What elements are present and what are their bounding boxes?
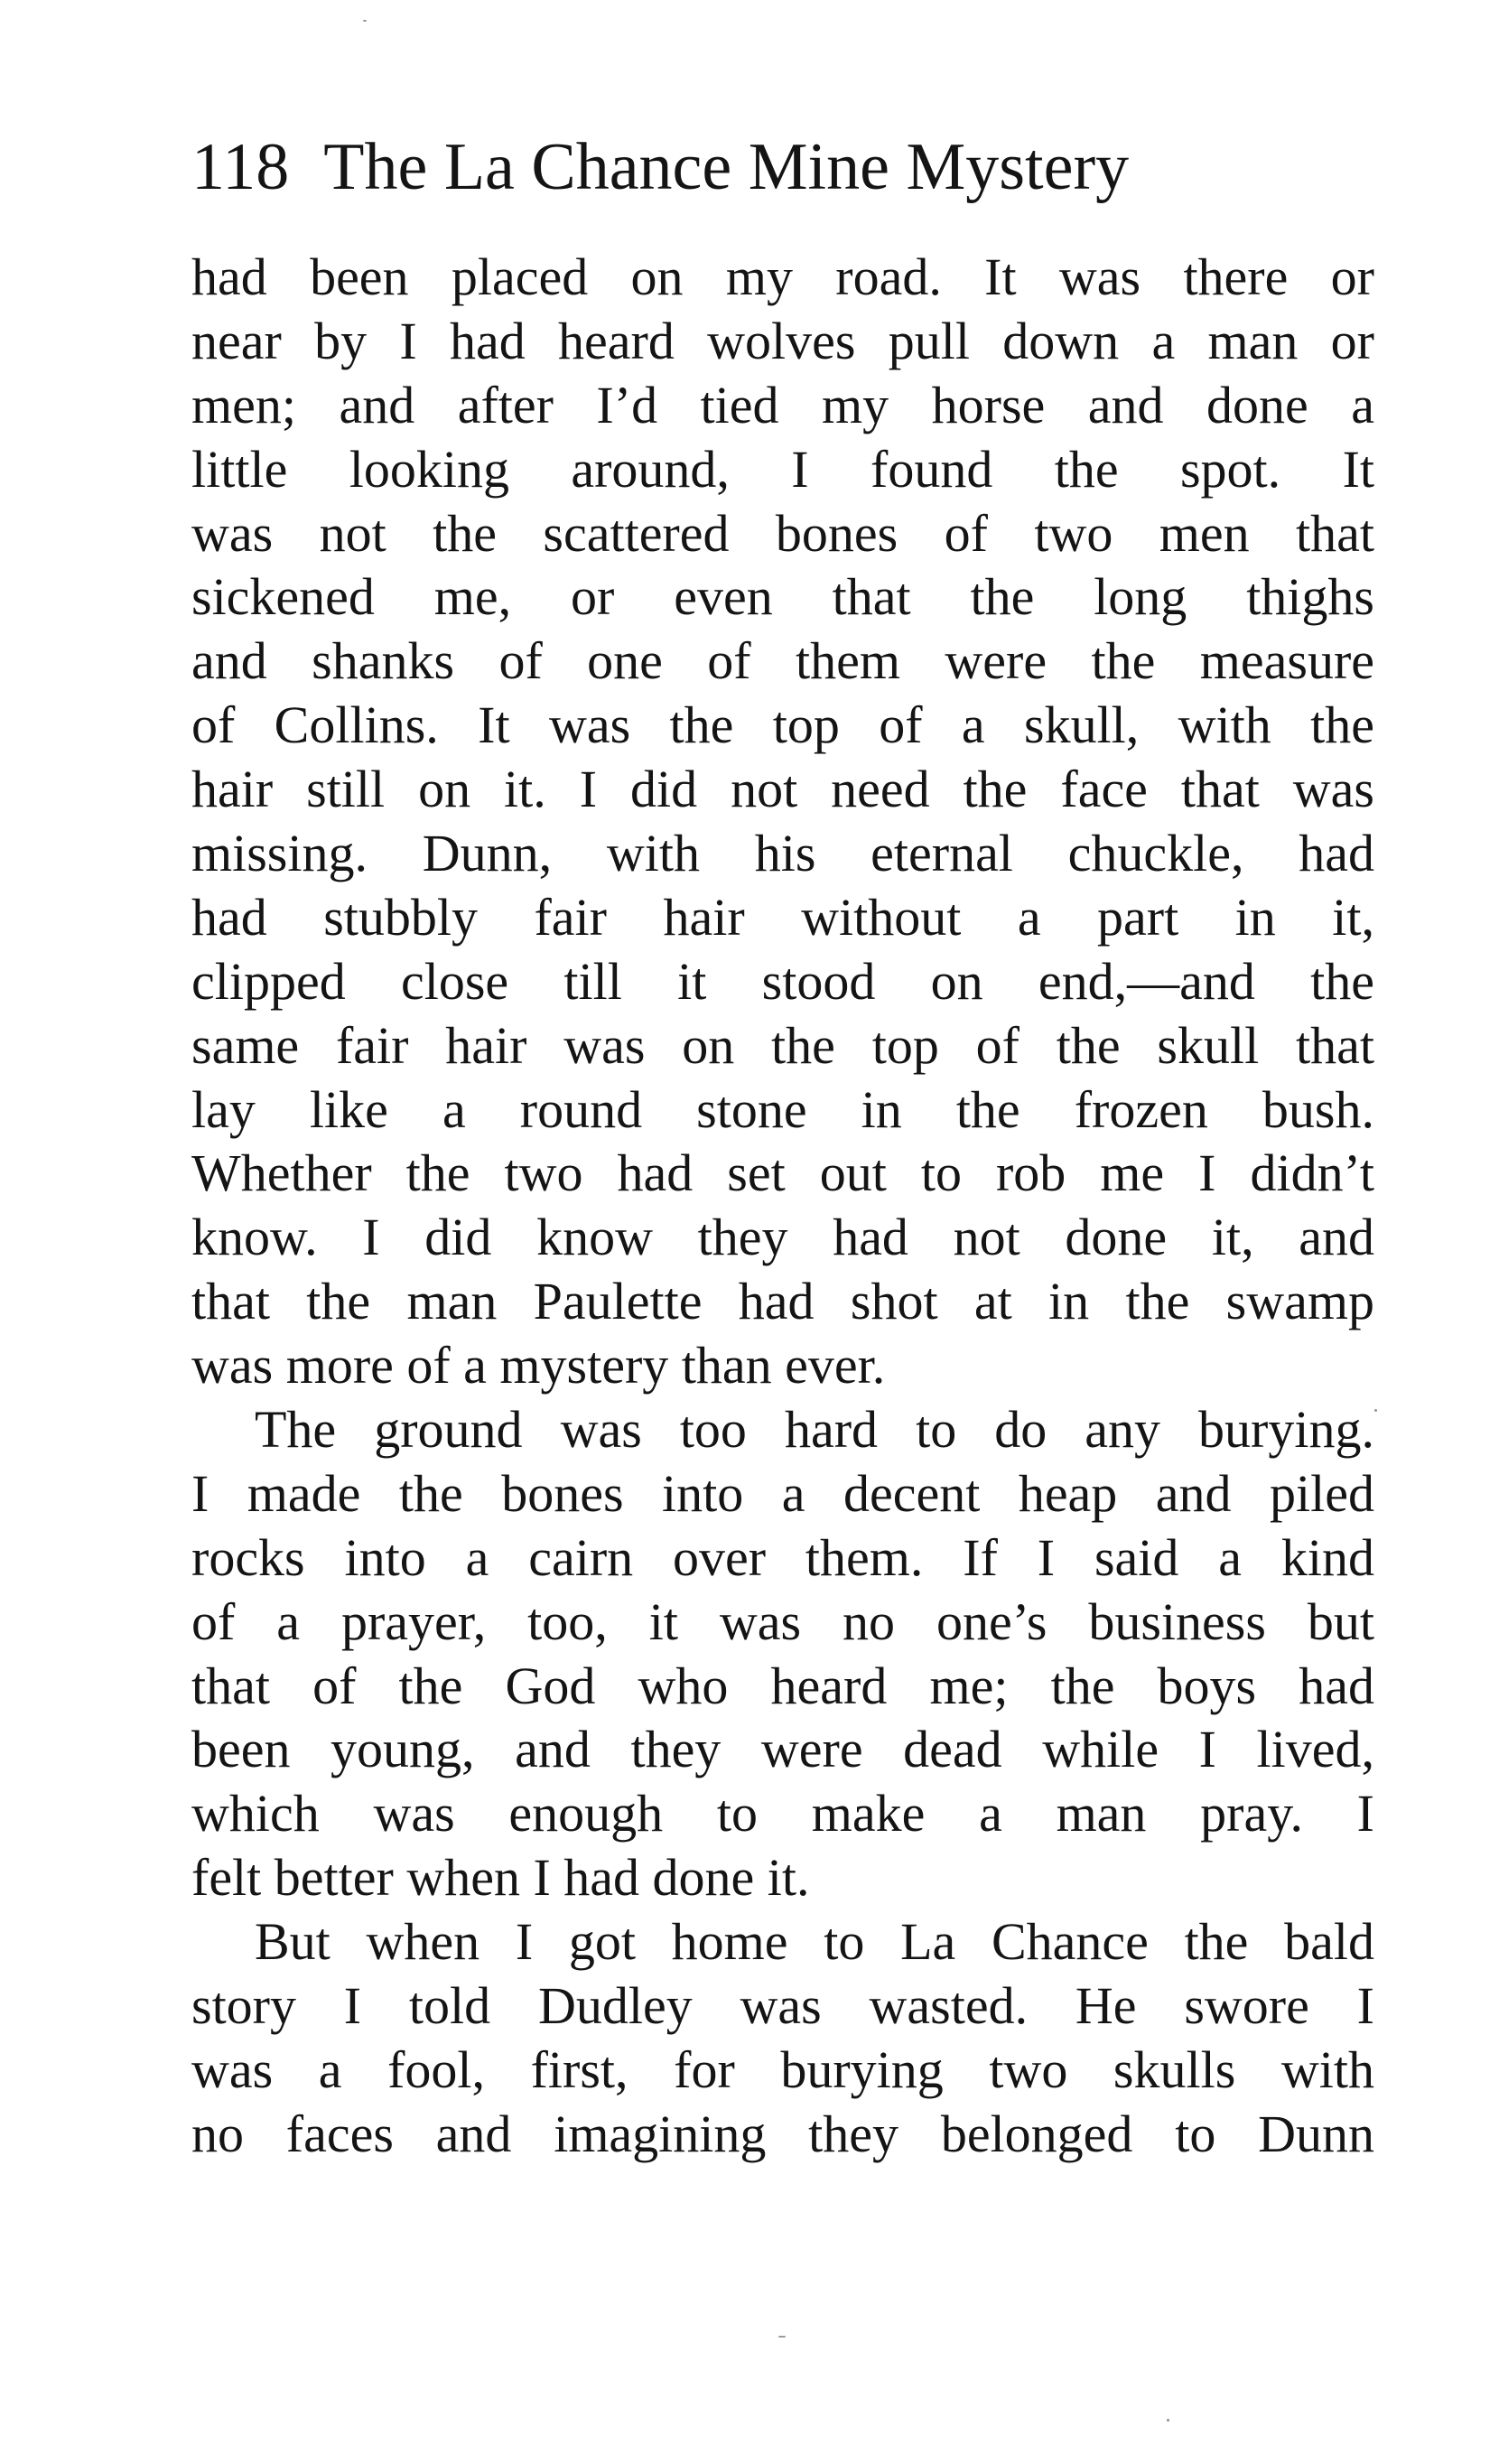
text-line: near by I had heard wolves pull down a man or — [191, 311, 1374, 370]
text-line: of a prayer, too, it was no one’s business but — [191, 1591, 1374, 1651]
text-line: was not the scattered bones of two men that — [191, 503, 1374, 563]
running-head — [191, 126, 1374, 208]
text-line: was a fool, first, for burying two skulls with — [191, 2039, 1374, 2099]
scan-speck — [363, 20, 367, 22]
text-line: clipped close till it stood on end,—and the — [191, 951, 1374, 1011]
text-line: felt better when I had done it. — [191, 1848, 810, 1908]
text-line: lay like a round stone in the frozen bush. — [191, 1079, 1374, 1139]
text-line: that the man Paulette had shot at in the swamp — [191, 1272, 1374, 1331]
text-line: The ground was too hard to do any burying. — [255, 1400, 1374, 1460]
text-line: been young, and they were dead while I lived, — [191, 1720, 1374, 1779]
text-line: men; and after I’d tied my horse and done a — [191, 375, 1374, 434]
running-title: The La Chance Mine Mystery — [323, 130, 1130, 204]
page-number: 118 — [191, 130, 290, 204]
text-line: no faces and imagining they belonged to Dunn — [191, 2104, 1374, 2163]
text-line: know. I did know they had not done it, and — [191, 1208, 1374, 1267]
text-line: of Collins. It was the top of a skull, with the — [191, 695, 1374, 755]
text-line: story I told Dudley was wasted. He swore I — [191, 1976, 1374, 2036]
text-line: little looking around, I found the spot. It — [191, 439, 1374, 499]
text-line: Whether the two had set out to rob me I didn’t — [191, 1143, 1374, 1203]
text-line: I made the bones into a decent heap and piled — [191, 1463, 1374, 1523]
text-line: rocks into a cairn over them. If I said a kind — [191, 1527, 1374, 1587]
text-line: was more of a mystery than ever. — [191, 1336, 886, 1395]
scan-speck — [1374, 1409, 1377, 1412]
text-line: same fair hair was on the top of the skull that — [191, 1015, 1374, 1075]
scan-speck — [778, 2336, 786, 2338]
text-line: had stubbly fair hair without a part in it, — [191, 887, 1374, 947]
body-text — [191, 246, 1374, 2167]
text-line: that of the God who heard me; the boys had — [191, 1656, 1374, 1715]
text-line: had been placed on my road. It was there or — [191, 247, 1374, 306]
scan-speck — [1167, 2419, 1169, 2422]
text-line: hair still on it. I did not need the face that was — [191, 760, 1374, 819]
text-line: missing. Dunn, with his eternal chuckle, had — [191, 824, 1374, 883]
text-line: and shanks of one of them were the measure — [191, 631, 1374, 691]
text-line: But when I got home to La Chance the bald — [255, 1912, 1374, 1972]
text-line: sickened me, or even that the long thighs — [191, 567, 1374, 627]
paragraph-3 — [191, 1910, 1374, 2167]
paragraph-2 — [191, 1398, 1374, 1910]
paragraph-1 — [191, 246, 1374, 1398]
text-line: which was enough to make a man pray. I — [191, 1784, 1374, 1843]
